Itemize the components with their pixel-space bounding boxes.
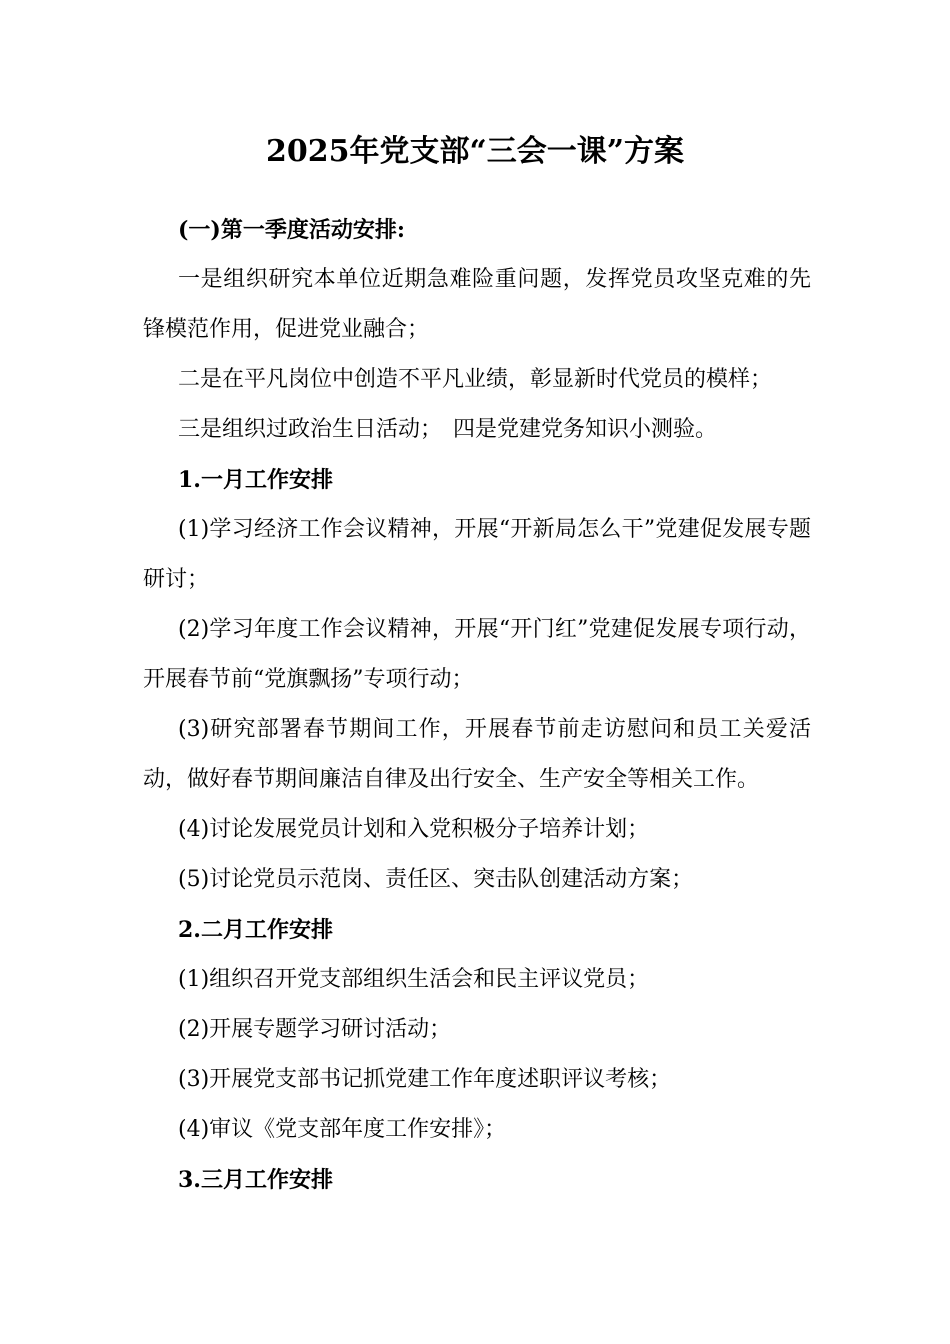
paragraph: 一是组织研究本单位近期急难险重问题，发挥党员攻坚克难的先锋模范作用，促进党业融合； [143, 267, 811, 342]
section-heading-march: 3.三月工作安排 [178, 1167, 333, 1193]
section-heading-q1: (一)第一季度活动安排: [178, 217, 405, 243]
document-title: 2025年党支部“三会一课”方案 [265, 134, 684, 169]
list-item: (2)开展专题学习研讨活动； [178, 1017, 452, 1042]
paragraph: 二是在平凡岗位中创造不平凡业绩，彰显新时代党员的模样； [178, 367, 773, 392]
list-item: (3)开展党支部书记抓党建工作年度述职评议考核； [178, 1067, 672, 1092]
list-item: (2)学习年度工作会议精神，开展“开门红”党建促发展专项行动，开展春节前“党旗飘扬”专项行动； [143, 617, 811, 692]
paragraph: 三是组织过政治生日活动； 四是党建党务知识小测验。 [178, 417, 718, 442]
list-item: (1)组织召开党支部组织生活会和民主评议党员； [178, 967, 650, 992]
list-item: (1)学习经济工作会议精神，开展“开新局怎么干”党建促发展专题研讨； [143, 517, 811, 592]
document-body [143, 205, 811, 1205]
list-item: (5)讨论党员示范岗、责任区、突击队创建活动方案； [178, 867, 694, 892]
list-item: (3)研究部署春节期间工作，开展春节前走访慰问和员工关爱活动，做好春节期间廉洁自律及出行安全、生产安全等相关工作。 [143, 717, 811, 792]
section-heading-february: 2.二月工作安排 [178, 917, 333, 943]
list-item: (4)审议《党支部年度工作安排》； [178, 1117, 507, 1142]
section-heading-january: 1.一月工作安排 [178, 467, 333, 493]
list-item: (4)讨论发展党员计划和入党积极分子培养计划； [178, 817, 650, 842]
